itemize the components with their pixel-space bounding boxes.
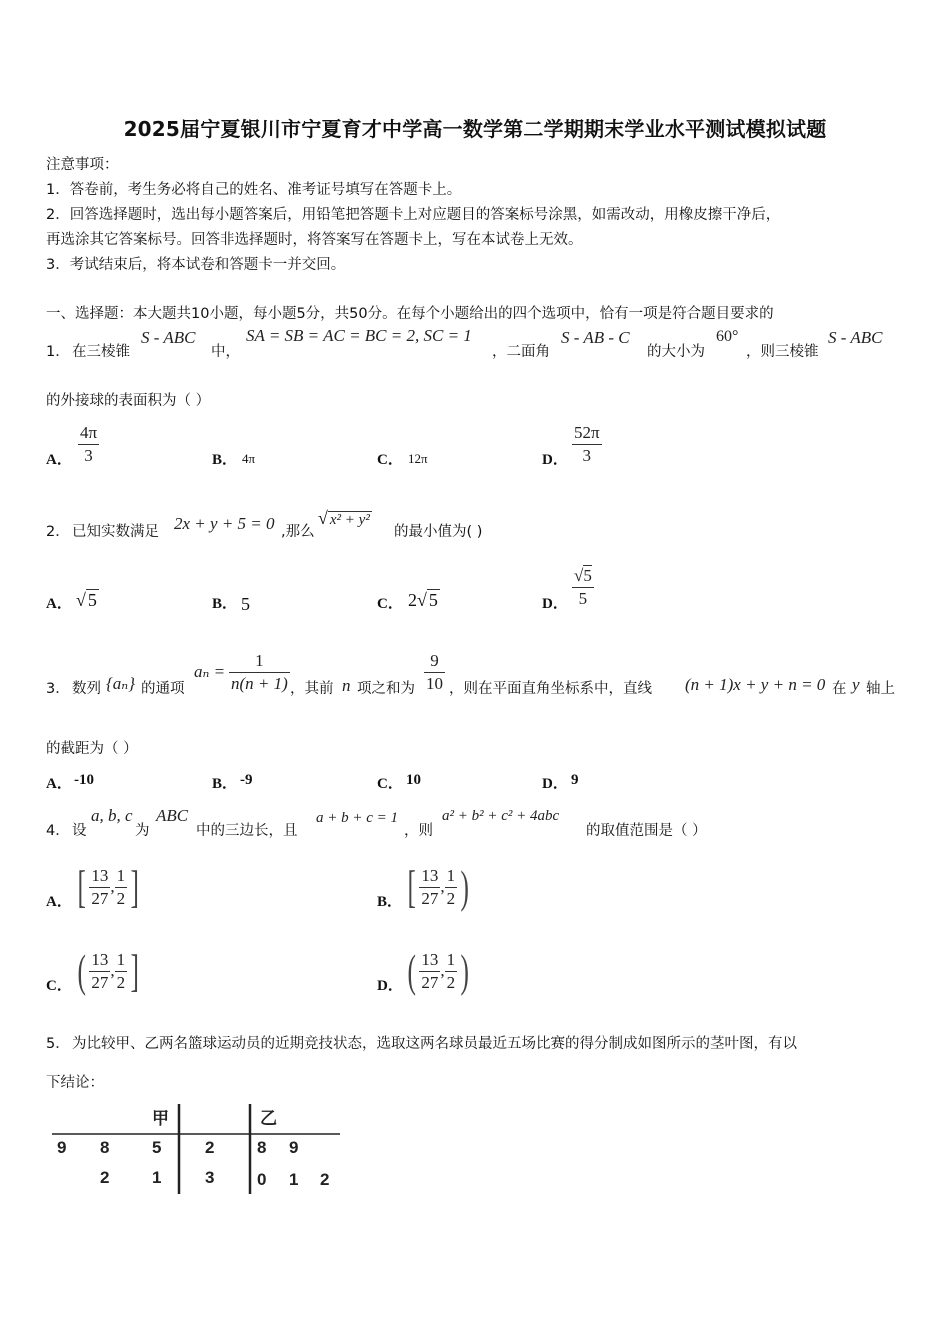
question-2-math: √ x² + y²: [318, 508, 370, 528]
option-label[interactable]: D．: [542, 596, 568, 612]
option-value: √ 5: [76, 590, 97, 610]
option-label[interactable]: C．: [377, 776, 403, 792]
question-2-number: 2．: [46, 524, 70, 540]
question-4-math: a + b + c = 1: [316, 810, 399, 826]
question-3-text: ，则在平面直角坐标系中，直线: [449, 681, 652, 697]
page-title: 2025届宁夏银川市宁夏育才中学高一数学第二学期期末学业水平测试模拟试题: [123, 117, 827, 141]
question-3-text: 在: [832, 681, 847, 697]
question-2-math: 2x + y + 5 = 0: [174, 514, 275, 533]
option-value: $\frac{√5}{5}$: [574, 566, 592, 608]
option-value: $\frac{4\pi}{3}$: [80, 423, 98, 465]
option-label[interactable]: A．: [46, 894, 72, 910]
option-label[interactable]: B．: [212, 596, 238, 612]
question-5-number: 5．: [46, 1036, 70, 1052]
question-3-text: 轴上: [866, 681, 895, 697]
option-value: 12π: [408, 451, 428, 466]
question-4-math: ABC: [156, 806, 189, 825]
option-value: 9: [571, 772, 579, 788]
option-value: 10: [406, 772, 421, 788]
option-label[interactable]: C．: [46, 978, 72, 994]
question-3-text: 项之和为: [357, 681, 415, 697]
stem-leaf-lines: [52, 1102, 352, 1198]
question-3-math: {aₙ}: [106, 674, 135, 693]
question-3-text: 的截距为（ ）: [46, 741, 138, 757]
option-label[interactable]: B．: [212, 452, 238, 468]
leaf-right: 1: [289, 1170, 299, 1189]
notice-item: 2．回答选择题时，选出每小题答案后，用铅笔把答题卡上对应题目的答案标号涂黑，如需改动，用橡皮擦干净后，: [46, 207, 781, 223]
question-3-math: aₙ =: [194, 662, 226, 681]
notice-heading: 注意事项：: [46, 157, 119, 173]
option-label[interactable]: D．: [542, 452, 568, 468]
question-3-text: 数列: [72, 681, 101, 697]
question-3-text: ，其前: [290, 681, 334, 697]
stem-value: 3: [205, 1168, 215, 1187]
notice-item: 3．考试结束后，将本试卷和答题卡一并交回。: [46, 257, 346, 273]
leaf-right: 9: [289, 1138, 299, 1157]
option-value: 5: [241, 594, 250, 614]
option-value: $\frac{52\pi}{3}$: [574, 423, 600, 465]
question-4-text: ，则: [404, 823, 433, 839]
option-label[interactable]: D．: [542, 776, 568, 792]
question-4-text: 中的三边长，且: [196, 823, 298, 839]
question-4-text: 的取值范围是（ ）: [586, 823, 707, 839]
question-4-number: 4．: [46, 823, 70, 839]
question-3-math: y: [852, 675, 860, 694]
leaf-left: 8: [100, 1138, 110, 1157]
question-2-text: 已知实数满足: [72, 524, 159, 540]
question-4-math: a, b, c: [91, 806, 133, 825]
option-value: -10: [74, 772, 94, 788]
option-label[interactable]: A．: [46, 452, 72, 468]
question-2-text: 的最小值为( ): [394, 524, 483, 540]
question-1-text: 中，: [211, 344, 240, 360]
option-label[interactable]: D．: [377, 978, 403, 994]
question-3-fraction: $\frac{1}{n(n + 1)}$: [231, 651, 288, 693]
question-3-number: 3．: [46, 681, 70, 697]
option-value: [ $\frac{13}{27}$ , $\frac{1}{2}$ ): [407, 861, 469, 912]
option-label[interactable]: A．: [46, 776, 72, 792]
question-1-math: 60°: [716, 328, 739, 345]
question-4-text: 设: [72, 823, 87, 839]
question-3-fraction: $\frac{9}{10}$: [426, 651, 443, 693]
option-value: 2√ 5: [408, 590, 438, 610]
option-value: ( $\frac{13}{27}$ , $\frac{1}{2}$ ]: [77, 945, 139, 996]
option-label[interactable]: B．: [377, 894, 403, 910]
question-4-text: 为: [135, 823, 150, 839]
notice-item: 1．答卷前，考生务必将自己的姓名、准考证号填写在答题卡上。: [46, 182, 462, 198]
leaf-left: 5: [152, 1138, 162, 1157]
question-1-number: 1．: [46, 344, 70, 360]
stem-header-right: 乙: [260, 1109, 277, 1128]
question-3-math: (n + 1)x + y + n = 0: [685, 675, 826, 694]
leaf-left: 2: [100, 1168, 110, 1187]
leaf-left: 1: [152, 1168, 162, 1187]
question-1-text: ，则三棱锥: [746, 344, 819, 360]
question-3-text: 的通项: [141, 681, 185, 697]
question-5-text: 下结论：: [46, 1075, 104, 1091]
question-1-math: S - AB - C: [561, 328, 630, 347]
stem-header-left: 甲: [152, 1109, 169, 1128]
leaf-left: 9: [57, 1138, 67, 1157]
option-value: 4π: [242, 451, 256, 466]
option-label[interactable]: A．: [46, 596, 72, 612]
question-1-text: ，二面角: [492, 344, 550, 360]
question-4-math: a² + b² + c² + 4abc: [442, 808, 560, 824]
question-1-math: S - ABC: [828, 328, 883, 347]
leaf-right: 8: [257, 1138, 267, 1157]
question-1-math: S - ABC: [141, 328, 196, 347]
option-label[interactable]: C．: [377, 452, 403, 468]
option-value: ( $\frac{13}{27}$ , $\frac{1}{2}$ ): [407, 945, 469, 996]
option-value: -9: [240, 772, 253, 788]
option-label[interactable]: C．: [377, 596, 403, 612]
question-1-text: 在三棱锥: [72, 344, 130, 360]
option-value: [ $\frac{13}{27}$ , $\frac{1}{2}$ ]: [77, 861, 139, 912]
question-1-text: 的外接球的表面积为（ ）: [46, 393, 211, 409]
option-label[interactable]: B．: [212, 776, 238, 792]
leaf-right: 2: [320, 1170, 330, 1189]
question-3-math: n: [342, 676, 351, 695]
question-2-text: ,那么: [281, 524, 315, 540]
notice-item: 再选涂其它答案标号。回答非选择题时，将答案写在答题卡上，写在本试卷上无效。: [46, 232, 583, 248]
section-heading: 一、选择题：本大题共10小题，每小题5分，共50分。在每个小题给出的四个选项中，恰有一项是符合题目要求的: [46, 306, 774, 322]
question-1-text: 的大小为: [647, 344, 705, 360]
leaf-right: 0: [257, 1170, 267, 1189]
stem-leaf-plot: [52, 1102, 352, 1198]
question-1-math: SA = SB = AC = BC = 2, SC = 1: [246, 326, 472, 345]
stem-value: 2: [205, 1138, 215, 1157]
question-5-text: 为比较甲、乙两名篮球运动员的近期竞技状态，选取这两名球员最近五场比赛的得分制成如图所示的茎叶图，有以: [72, 1036, 797, 1052]
